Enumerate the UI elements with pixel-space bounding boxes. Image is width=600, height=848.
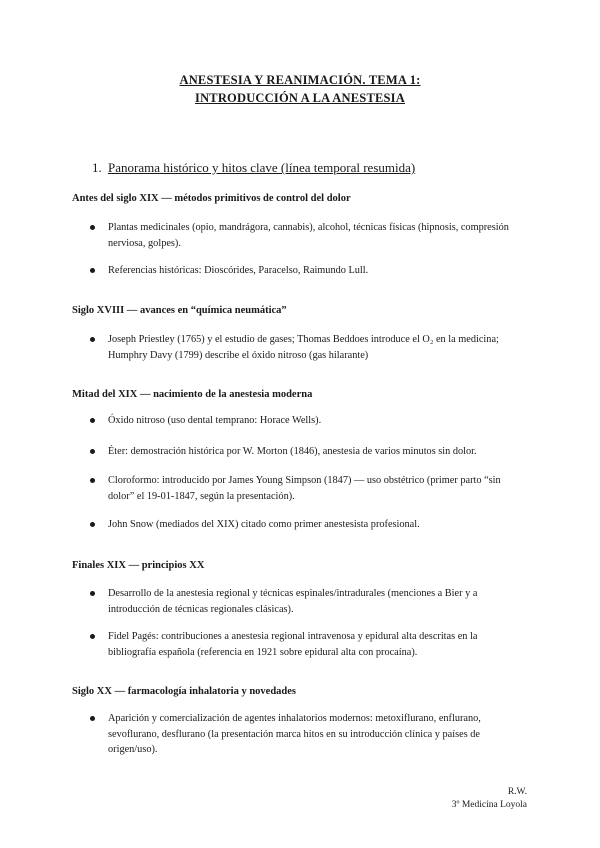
bullet-icon [90, 268, 95, 273]
bullet-icon [90, 449, 95, 454]
era-heading: Antes del siglo XIX — métodos primitivos de control del dolor [72, 193, 351, 204]
bullet-icon [90, 522, 95, 527]
list-item-text: Joseph Priestley (1765) y el estudio de gases; Thomas Beddoes introduce el O₂ en la medicina; Humphry Davy (1799) describe el óxido nitroso (gas hilarante) [108, 334, 499, 361]
list-item-text: Desarrollo de la anestesia regional y técnicas espinales/intradurales (menciones a Bier y a introducción de técnicas regionales clásicas). [108, 588, 478, 615]
list-item-text: Fidel Pagés: contribuciones a anestesia regional intravenosa y epidural alta descritas en la bibliografía española (referencia en 1921 sobre epidural alta con procaína). [108, 631, 478, 658]
bullet-icon [90, 418, 95, 423]
list-item-text: Óxido nitroso (uso dental temprano: Horace Wells). [108, 415, 322, 426]
bullet-icon [90, 716, 95, 721]
section-title: Panorama histórico y hitos clave (línea temporal resumida) [108, 160, 416, 175]
list-item-text: Aparición y comercialización de agentes inhalatorios modernos: metoxiflurano, enflurano, sevoflurano, desflurano (la presentación marca hitos en su introducción clínica y países de origen/uso). [108, 713, 481, 755]
document-title-line-2: INTRODUCCIÓN A LA ANESTESIA [195, 91, 405, 105]
bullet-icon [90, 634, 95, 639]
era-heading: Mitad del XIX — nacimiento de la anestesia moderna [72, 389, 313, 400]
era-heading: Siglo XVIII — avances en “química neumática” [72, 305, 287, 316]
list-item-text: Referencias históricas: Dioscórides, Paracelso, Raimundo Lull. [108, 265, 369, 276]
section-heading [92, 160, 415, 176]
bullet-icon [90, 337, 95, 342]
era-heading: Siglo XX — farmacología inhalatoria y novedades [72, 686, 297, 697]
bullet-icon [90, 591, 95, 596]
list-item-text: Éter: demostración histórica por W. Morton (1846), anestesia de varios minutos sin dolor. [108, 446, 477, 457]
document-title-line-1: ANESTESIA Y REANIMACIÓN. TEMA 1: [179, 73, 421, 87]
list-item-text: John Snow (mediados del XIX) citado como primer anestesista profesional. [108, 519, 420, 530]
bullet-icon [90, 478, 95, 483]
footer-author: R.W. [507, 787, 527, 797]
era-heading: Finales XIX — principios XX [72, 560, 205, 571]
footer-course: 3º Medicina Loyola [451, 800, 527, 810]
list-item-text: Cloroformo: introducido por James Young Simpson (1847) — uso obstétrico (primer parto “sin dolor” el 19-01-1847, según la presentación). [108, 475, 501, 502]
list-item-text: Plantas medicinales (opio, mandrágora, cannabis), alcohol, técnicas físicas (hipnosis, compresión nerviosa, golpes). [108, 222, 509, 249]
bullet-icon [90, 225, 95, 230]
section-number: 1. [92, 160, 102, 175]
